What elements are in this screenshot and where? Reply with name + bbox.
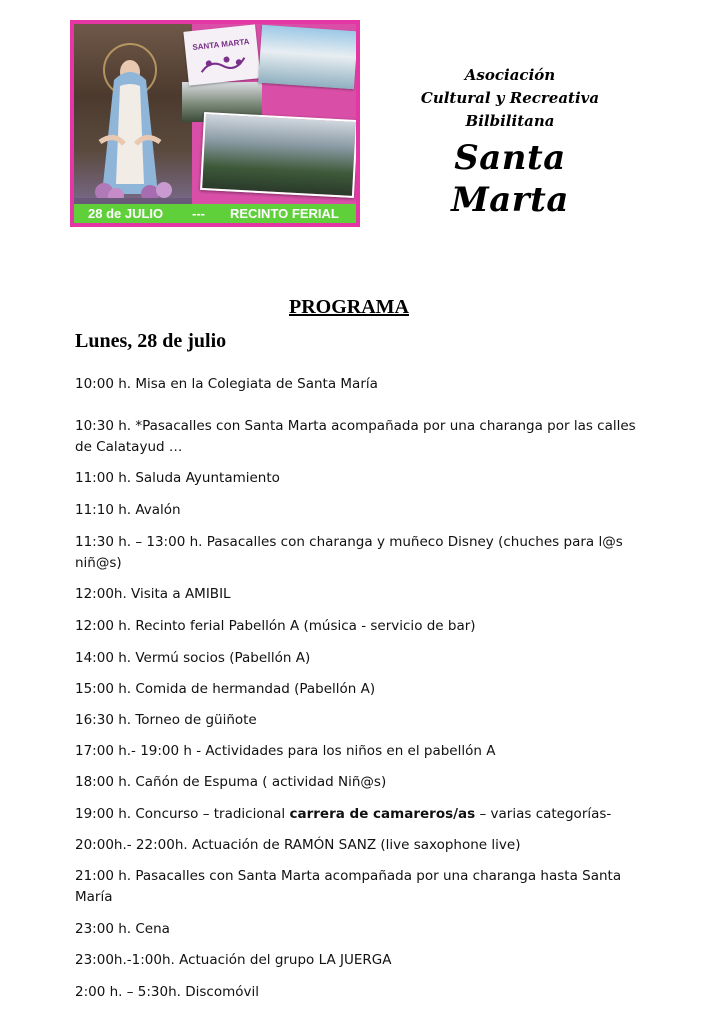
poster-banner <box>74 204 356 223</box>
association-line-1: Asociación <box>464 66 556 84</box>
event-item: 11:00 h. Saluda Ayuntamiento <box>75 470 280 486</box>
event-item <box>75 804 640 825</box>
association-header <box>400 64 620 221</box>
logo-text: SANTA MARTA <box>191 37 250 53</box>
association-name: Santa Marta <box>451 138 569 220</box>
madonna-statue-photo <box>74 24 192 205</box>
event-item: 10:00 h. Misa en la Colegiata de Santa María <box>75 376 378 392</box>
poster-collage <box>74 24 356 205</box>
event-item: 15:00 h. Comida de hermandad (Pabellón A) <box>75 681 376 697</box>
event-item: 16:30 h. Torneo de güiñote <box>75 712 257 728</box>
event-item: 2:00 h. – 5:30h. Discomóvil <box>75 984 260 1000</box>
event-text: 19:00 h. Concurso – tradicional <box>75 806 290 822</box>
event-item: 12:00h. Visita a AMIBIL <box>75 586 231 602</box>
association-line-3: Bilbilitana <box>465 112 555 130</box>
association-line-2: Cultural y Recreativa <box>420 89 600 107</box>
event-item: 18:00 h. Cañón de Espuma ( actividad Niñ@s) <box>75 774 387 790</box>
event-item: 21:00 h. Pasacalles con Santa Marta acompañada por una charanga hasta Santa María <box>75 868 622 905</box>
banner-separator: --- <box>192 206 205 221</box>
event-item: 11:10 h. Avalón <box>75 502 181 518</box>
banner-date: 28 de JULIO <box>88 206 164 221</box>
day-heading: Lunes, 28 de julio <box>75 330 227 352</box>
event-item: 12:00 h. Recinto ferial Pabellón A (música - servicio de bar) <box>75 618 476 634</box>
event-item: 23:00 h. Cena <box>75 921 170 937</box>
event-text: – varias categorías- <box>475 806 612 822</box>
logo-figures-icon <box>196 51 250 76</box>
santa-marta-logo <box>183 24 260 85</box>
banner-place: RECINTO FERIAL <box>230 206 339 221</box>
event-item: 14:00 h. Vermú socios (Pabellón A) <box>75 650 311 666</box>
event-item: 10:30 h. *Pasacalles con Santa Marta acompañada por una charanga por las calles de Calatayud … <box>75 418 636 455</box>
event-highlight: carrera de camareros/as <box>289 806 476 822</box>
event-item: 23:00h.-1:00h. Actuación del grupo LA JUERGA <box>75 952 392 968</box>
event-poster-image <box>70 20 360 227</box>
event-item: 20:00h.- 22:00h. Actuación de RAMÓN SANZ (live saxophone live) <box>75 837 521 853</box>
event-item: 11:30 h. – 13:00 h. Pasacalles con charanga y muñeco Disney (chuches para l@s niñ@s) <box>75 534 623 571</box>
waiters-race-photo <box>200 112 356 198</box>
event-item: 17:00 h.- 19:00 h - Actividades para los niños en el pabellón A <box>75 743 496 759</box>
program-title: PROGRAMA <box>289 296 409 318</box>
foam-party-photo <box>258 25 356 90</box>
